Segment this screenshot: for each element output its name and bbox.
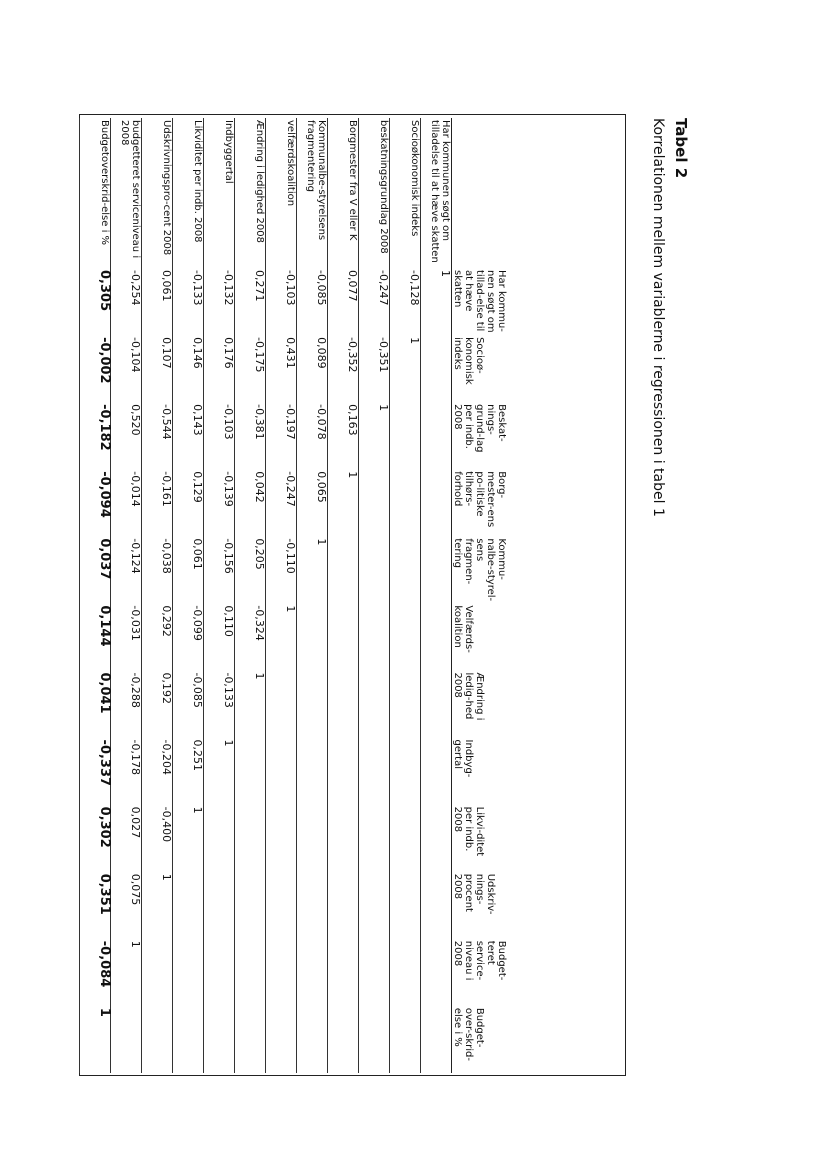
table-cell: 0,520 [111, 402, 142, 469]
table-cell: -0,014 [111, 469, 142, 536]
table-cell: -0,544 [142, 402, 173, 469]
table-cell: 0,271 [235, 268, 266, 335]
table-cell: 0,431 [266, 335, 297, 402]
column-header: Beskat-nings-grund-lag per indb. 2008 [452, 402, 623, 469]
table-cell [359, 805, 390, 872]
table-cell: -0,099 [173, 603, 204, 670]
table-cell [111, 1006, 142, 1073]
table-cell [390, 536, 421, 603]
table-cell: -0,084 [80, 939, 111, 1006]
column-header: Udskriv-nings-procent 2008 [452, 872, 623, 939]
table-cell [204, 805, 235, 872]
table-cell [390, 402, 421, 469]
table-body [80, 118, 452, 1073]
table-cell: -0,133 [204, 670, 235, 737]
table-cell: 1 [173, 805, 204, 872]
table-cell [266, 805, 297, 872]
table-row [328, 118, 359, 1073]
table-cell [421, 738, 452, 805]
table-cell [297, 805, 328, 872]
table-cell: -0,124 [111, 536, 142, 603]
row-label: Likviditet per indb. 2008 [173, 118, 204, 268]
table-cell: 0,205 [235, 536, 266, 603]
table-cell: 1 [142, 872, 173, 939]
table-cell [421, 939, 452, 1006]
table-cell [297, 738, 328, 805]
table-cell [421, 872, 452, 939]
table-cell: 0,110 [204, 603, 235, 670]
table-cell: 0,077 [328, 268, 359, 335]
table-cell [328, 603, 359, 670]
table-cell [266, 1006, 297, 1073]
row-label: beskatningsgrundlag 2008 [359, 118, 390, 268]
row-label: Indbyggertal [204, 118, 235, 268]
table-cell: 0,089 [297, 335, 328, 402]
table-cell [421, 670, 452, 737]
table-cell: 0,292 [142, 603, 173, 670]
table-cell: -0,110 [266, 536, 297, 603]
column-header: Budget-over-skrid-else i % [452, 1006, 623, 1073]
table-cell [421, 335, 452, 402]
column-header: Socioø-konomisk indeks [452, 335, 623, 402]
table-cell: -0,132 [204, 268, 235, 335]
table-cell: 0,144 [80, 603, 111, 670]
table-cell [266, 939, 297, 1006]
table-cell [204, 939, 235, 1006]
table-row [297, 118, 328, 1073]
table-subtitle: Korrelationen mellem variablerne i regressionen i tabel 1 [650, 118, 666, 517]
table-cell: 0,176 [204, 335, 235, 402]
table-cell: -0,139 [204, 469, 235, 536]
table-row [421, 118, 452, 1073]
row-label: velfærdskoalition [266, 118, 297, 268]
table-cell [421, 603, 452, 670]
table-cell [328, 670, 359, 737]
table-cell: -0,351 [359, 335, 390, 402]
table-cell: -0,182 [80, 402, 111, 469]
table-cell: 1 [421, 268, 452, 335]
table-cell [173, 939, 204, 1006]
table-cell: -0,324 [235, 603, 266, 670]
table-cell [359, 469, 390, 536]
table-cell: 1 [328, 469, 359, 536]
table-cell [266, 872, 297, 939]
table-cell: 0,129 [173, 469, 204, 536]
table-row [173, 118, 204, 1073]
table-cell [328, 872, 359, 939]
table-cell [359, 738, 390, 805]
table-cell: -0,352 [328, 335, 359, 402]
table-cell: -0,175 [235, 335, 266, 402]
table-cell: -0,247 [359, 268, 390, 335]
table-cell [235, 939, 266, 1006]
table-cell: 0,042 [235, 469, 266, 536]
table-cell: -0,197 [266, 402, 297, 469]
table-row [80, 118, 111, 1073]
table-cell [421, 536, 452, 603]
table-cell: 0,061 [173, 536, 204, 603]
corner-cell [452, 118, 623, 268]
table-cell: -0,247 [266, 469, 297, 536]
table-cell: 0,027 [111, 805, 142, 872]
table-cell [142, 939, 173, 1006]
column-header: Borg-mester-ens po-litiske tilhørs-forhold [452, 469, 623, 536]
row-label: Har kommunen søgt om tilladelse til at hæve skatten [421, 118, 452, 268]
table-cell: 0,302 [80, 805, 111, 872]
table-cell: -0,254 [111, 268, 142, 335]
table-cell: -0,103 [266, 268, 297, 335]
table-cell [328, 738, 359, 805]
table-cell [328, 536, 359, 603]
table-cell [359, 1006, 390, 1073]
table-row [359, 118, 390, 1073]
table-cell: 0,351 [80, 872, 111, 939]
table-cell: -0,400 [142, 805, 173, 872]
table-cell [421, 402, 452, 469]
table-cell [421, 469, 452, 536]
table-cell: 1 [266, 603, 297, 670]
table-cell [297, 670, 328, 737]
table-cell: -0,204 [142, 738, 173, 805]
table-cell: -0,133 [173, 268, 204, 335]
table-cell [390, 872, 421, 939]
table-cell: 0,305 [80, 268, 111, 335]
table-cell: 0,251 [173, 738, 204, 805]
table-row [390, 118, 421, 1073]
rotated-page [80, 118, 700, 1078]
column-header: Likvi-ditet per indb. 2008 [452, 805, 623, 872]
table-cell: 1 [359, 402, 390, 469]
row-label: Kommunalbe-styrelsens fragmentering [297, 118, 328, 268]
table-cell: -0,104 [111, 335, 142, 402]
table-cell [390, 670, 421, 737]
table-cell: 0,192 [142, 670, 173, 737]
table-cell [328, 1006, 359, 1073]
table-row [266, 118, 297, 1073]
header-row [452, 118, 623, 1073]
table-cell [204, 1006, 235, 1073]
table-row [235, 118, 266, 1073]
table-cell [390, 1006, 421, 1073]
table-cell [235, 805, 266, 872]
table-cell [173, 872, 204, 939]
row-label: Borgmester fra V eller K [328, 118, 359, 268]
table-cell: 0,146 [173, 335, 204, 402]
table-cell [359, 670, 390, 737]
row-label: Udskrivningspro-cent 2008 [142, 118, 173, 268]
column-header: Kommu-nalbe-styrel-sens fragmen-tering [452, 536, 623, 603]
table-cell [266, 670, 297, 737]
table-cell: -0,085 [297, 268, 328, 335]
table-cell: 0,037 [80, 536, 111, 603]
table-cell [297, 1006, 328, 1073]
table-cell [235, 1006, 266, 1073]
table-cell [359, 603, 390, 670]
table-cell [297, 939, 328, 1006]
table-cell: -0,128 [390, 268, 421, 335]
table-cell: -0,038 [142, 536, 173, 603]
table-cell [266, 738, 297, 805]
table-cell: 0,143 [173, 402, 204, 469]
table-cell [328, 939, 359, 1006]
table-cell: -0,085 [173, 670, 204, 737]
table-cell [390, 603, 421, 670]
table-cell: 1 [80, 1006, 111, 1073]
table-cell [359, 536, 390, 603]
table-cell [204, 872, 235, 939]
column-header: Velfærds-koalition [452, 603, 623, 670]
row-label: Budgetoverskrid-else i % [80, 118, 111, 268]
table-cell: 1 [235, 670, 266, 737]
row-label: budgetteret serviceniveau i 2008 [111, 118, 142, 268]
table-cell: 1 [111, 939, 142, 1006]
correlation-table [79, 118, 622, 1073]
table-cell: -0,288 [111, 670, 142, 737]
table-cell: 1 [390, 335, 421, 402]
table-cell [297, 603, 328, 670]
table-cell [421, 1006, 452, 1073]
table-cell: 0,107 [142, 335, 173, 402]
table-cell [142, 1006, 173, 1073]
table-cell [390, 738, 421, 805]
table-cell: 1 [204, 738, 235, 805]
table-cell [359, 872, 390, 939]
table-cell [359, 939, 390, 1006]
table-cell: -0,103 [204, 402, 235, 469]
table-cell: -0,337 [80, 738, 111, 805]
table-cell [328, 805, 359, 872]
table-cell [390, 469, 421, 536]
table-cell: 0,041 [80, 670, 111, 737]
table-cell [297, 872, 328, 939]
column-header: Budget-teret service-niveau i 2008 [452, 939, 623, 1006]
table-row [142, 118, 173, 1073]
table-cell: 0,061 [142, 268, 173, 335]
row-label: Socioøkonomisk indeks [390, 118, 421, 268]
table-cell: -0,002 [80, 335, 111, 402]
table-cell: -0,094 [80, 469, 111, 536]
table-cell: 0,075 [111, 872, 142, 939]
table-cell [235, 872, 266, 939]
column-header: Har kommu-nen søgt om tillad-else til at hæve skatten [452, 268, 623, 335]
table-cell [390, 939, 421, 1006]
column-header: Ændring i ledig-hed 2008 [452, 670, 623, 737]
table-row [204, 118, 235, 1073]
table-cell: 1 [297, 536, 328, 603]
table-cell: 0,163 [328, 402, 359, 469]
table-cell: -0,381 [235, 402, 266, 469]
table-cell [235, 738, 266, 805]
table-cell: -0,178 [111, 738, 142, 805]
table-cell [390, 805, 421, 872]
column-header: Indbyg-gertal [452, 738, 623, 805]
table-cell [173, 1006, 204, 1073]
table-cell: -0,156 [204, 536, 235, 603]
table-cell: -0,078 [297, 402, 328, 469]
table-cell [421, 805, 452, 872]
table-row [111, 118, 142, 1073]
table-cell: 0,065 [297, 469, 328, 536]
table-title: Tabel 2 [672, 118, 690, 179]
table-cell: -0,031 [111, 603, 142, 670]
table-cell: -0,161 [142, 469, 173, 536]
row-label: Ændring i ledighed 2008 [235, 118, 266, 268]
